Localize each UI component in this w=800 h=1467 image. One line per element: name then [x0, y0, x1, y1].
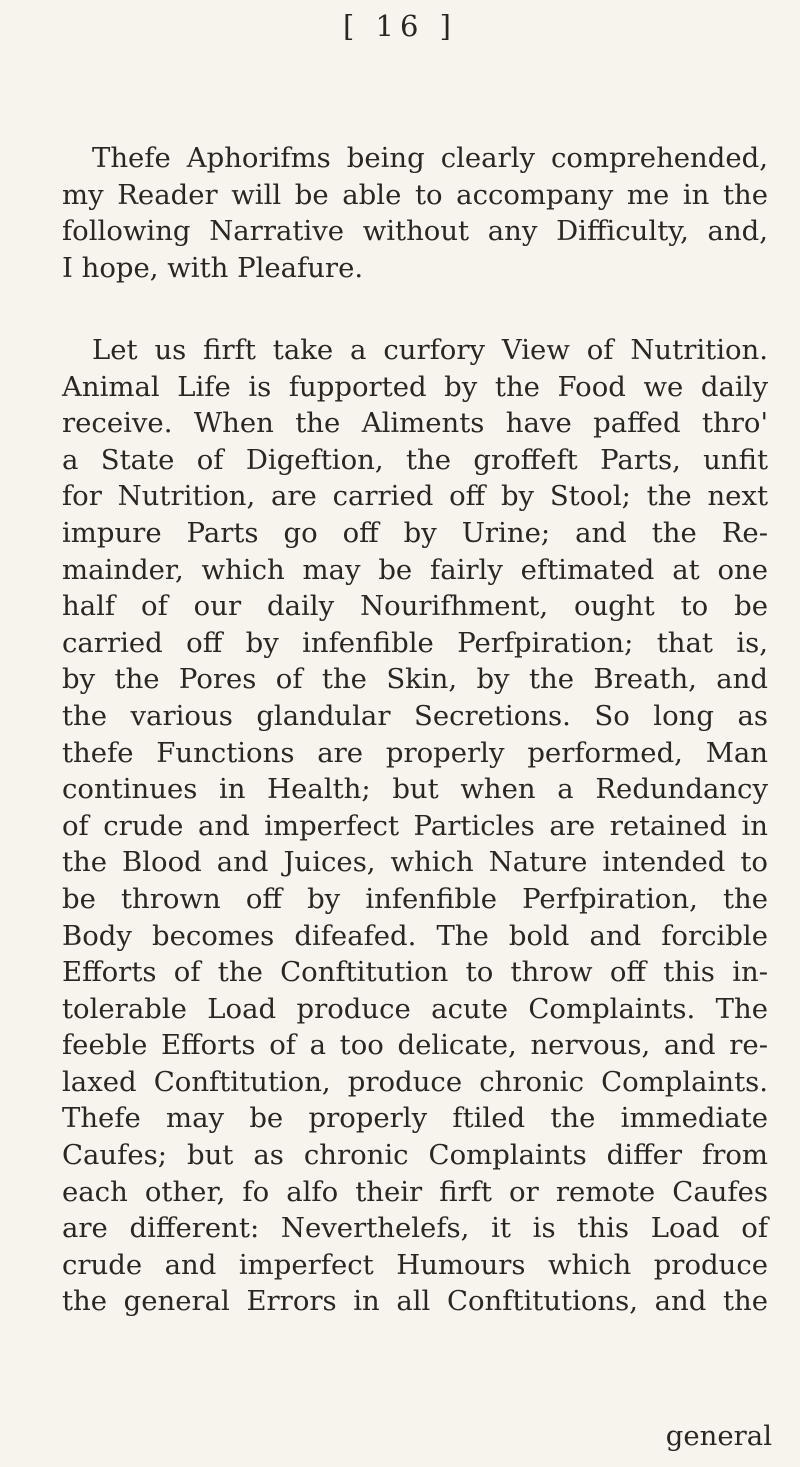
text-line: receive. When the Aliments have paffed thro'	[62, 407, 768, 440]
text-line: feeble Efforts of a too delicate, nervous, and re-	[62, 1029, 768, 1062]
text-line: Efforts of the Conftitution to throw off this in-	[62, 956, 768, 989]
text-line: the Blood and Juices, which Nature intended to	[62, 846, 768, 879]
text-line: Thefe Aphorifms being clearly comprehended,	[92, 142, 768, 174]
text-line: Thefe may be properly ftiled the immediate	[62, 1102, 768, 1135]
text-line: crude and imperfect Humours which produce	[62, 1248, 768, 1281]
text-line: thefe Functions are properly performed, Man	[62, 736, 768, 769]
text-line: laxed Conftitution, produce chronic Complaints.	[62, 1065, 768, 1098]
text-line: half of our daily Nourifhment, ought to be	[62, 590, 768, 623]
page-number: [ 16 ]	[343, 9, 457, 43]
text-line: Animal Life is fupported by the Food we daily	[62, 370, 768, 403]
text-line: are different: Neverthelefs, it is this Load of	[62, 1212, 768, 1245]
text-line: be thrown off by infenfible Perfpiration, the	[62, 882, 768, 915]
text-line: mainder, which may be fairly eftimated at one	[62, 553, 768, 586]
text-line: for Nutrition, are carried off by Stool; the next	[62, 480, 768, 513]
text-line: the general Errors in all Conftitutions, and the	[62, 1285, 768, 1318]
text-line: following Narrative without any Difficulty, and,	[62, 215, 768, 248]
text-line: my Reader will be able to accompany me in the	[62, 178, 768, 211]
text-line: Caufes; but as chronic Complaints differ from	[62, 1139, 768, 1172]
text-line: of crude and imperfect Particles are retained in	[62, 809, 768, 842]
text-line: tolerable Load produce acute Complaints. The	[62, 992, 768, 1025]
paragraph-2	[62, 332, 768, 1320]
paragraph-1	[62, 140, 768, 286]
text-line: each other, fo alfo their firft or remote Caufes	[62, 1175, 768, 1208]
text-line: a State of Digeftion, the groffeft Parts, unfit	[62, 443, 768, 476]
text-line: Let us firft take a curfory View of Nutrition.	[92, 334, 768, 366]
text-line: Body becomes difeafed. The bold and forcible	[62, 919, 768, 952]
catchword: general	[665, 1420, 772, 1452]
text-line: carried off by infenfible Perfpiration; that is,	[62, 626, 768, 659]
text-line: the various glandular Secretions. So long as	[62, 699, 768, 732]
text-line: by the Pores of the Skin, by the Breath, and	[62, 663, 768, 696]
text-line: continues in Health; but when a Redundancy	[62, 773, 768, 806]
text-line: impure Parts go off by Urine; and the Re-	[62, 516, 768, 549]
text-line: I hope, with Pleafure.	[62, 251, 364, 284]
